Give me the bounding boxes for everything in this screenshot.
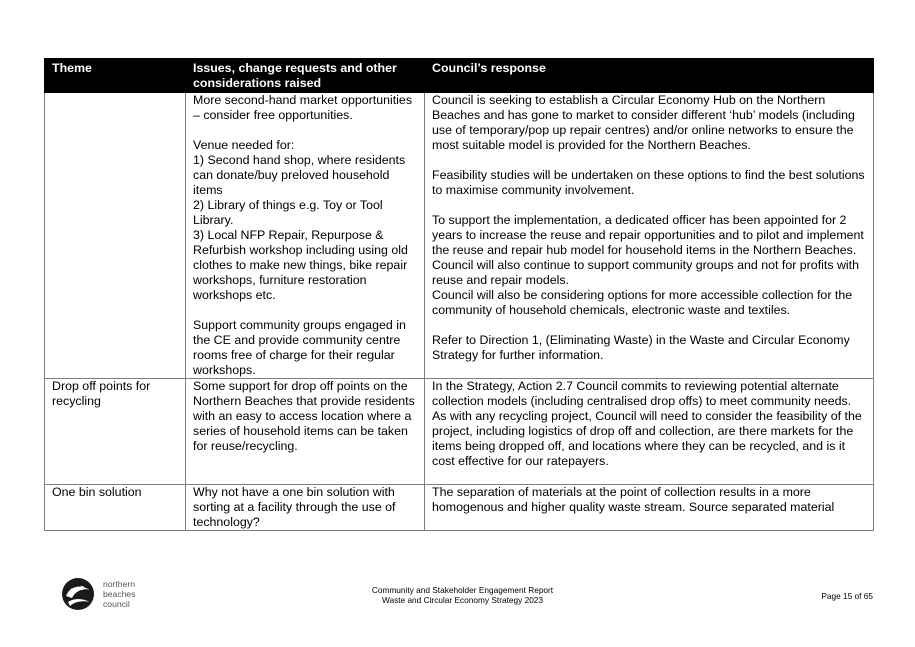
response-text: In the Strategy, Action 2.7 Council commits to reviewing potential alternate collection models (including centralised drop offs) to meet community needs. <box>432 379 852 408</box>
issue-text: More second-hand market opportunities – consider free opportunities. <box>193 93 413 122</box>
paragraph-gap <box>432 318 870 333</box>
table-header-row <box>45 59 874 93</box>
response-text: Feasibility studies will be undertaken on these options to find the best solutions to maximise community involvement. <box>432 168 865 197</box>
response-cell <box>425 379 874 485</box>
logo-line: northern <box>103 579 136 589</box>
issues-cell <box>186 93 425 379</box>
page-number: Page 15 of 65 <box>821 591 873 601</box>
logo-line: beaches <box>103 589 136 599</box>
header-theme: Theme <box>45 59 186 93</box>
theme-cell <box>45 93 186 379</box>
table-row <box>45 485 874 531</box>
response-cell <box>425 93 874 379</box>
paragraph-gap <box>193 303 421 318</box>
logo-line: council <box>103 599 130 609</box>
response-text: As with any recycling project, Council will need to consider the feasibility of the project, including logistics of drop off and collection, are there markets for the items being dropped off, and locations where they can be recycled, and is it cost effective for our ratepayers. <box>432 409 862 468</box>
header-issues: Issues, change requests and other considerations raised <box>186 59 425 93</box>
table-row <box>45 379 874 485</box>
logo-wordmark <box>103 579 136 609</box>
paragraph-gap <box>432 198 870 213</box>
theme-cell: Drop off points for recycling <box>45 379 186 485</box>
theme-cell: One bin solution <box>45 485 186 531</box>
response-cell <box>425 485 874 531</box>
issue-text: 1) Second hand shop, where residents can donate/buy preloved household items <box>193 153 406 197</box>
paragraph-gap <box>432 153 870 168</box>
issue-text: Venue needed for: <box>193 138 295 152</box>
footer-titles <box>300 585 625 605</box>
issue-text: Support community groups engaged in the CE and provide community centre rooms free of charge for their regular workshops. <box>193 318 406 377</box>
header-response: Council’s response <box>425 59 874 93</box>
response-text: Refer to Direction 1, (Eliminating Waste) in the Waste and Circular Economy Strategy for further information. <box>432 333 850 362</box>
report-title: Community and Stakeholder Engagement Report <box>371 585 554 595</box>
issues-cell <box>186 379 425 485</box>
issue-text: Some support for drop off points on the Northern Beaches that provide residents with an easy to access location where a series of household items can be taken for reuse/recycling. <box>193 379 415 453</box>
engagement-table <box>44 58 874 531</box>
response-text: To support the implementation, a dedicated officer has been appointed for 2 years to increase the reuse and repair opportunities and to pilot and implement the reuse and repair hub model for household items in the Northern Beaches. <box>432 213 864 257</box>
paragraph-gap <box>193 123 421 138</box>
response-text: Council will also continue to support community groups and not for profits with reuse and repair models. <box>432 258 859 287</box>
response-text: Council is seeking to establish a Circular Economy Hub on the Northern Beaches and has gone to market to consider different ‘hub’ models (including use of temporary/pop up repair centres) and/or online networks to ensure the most suitable model is provided for the Northern Beaches. <box>432 93 855 152</box>
strategy-title: Waste and Circular Economy Strategy 2023 <box>381 595 544 605</box>
issue-text: 2) Library of things e.g. Toy or Tool Library. <box>193 198 383 227</box>
table-row <box>45 93 874 379</box>
response-text: The separation of materials at the point of collection results in a more homogenous and higher quality waste stream. Source separated material <box>432 485 835 514</box>
issue-text: 3) Local NFP Repair, Repurpose & Refurbish workshop including using old clothes to make new things, bike repair workshops, furniture restoration workshops etc. <box>193 228 408 302</box>
issue-text: Why not have a one bin solution with sorting at a facility through the use of technology? <box>193 485 396 529</box>
response-text: Council will also be considering options for more accessible collection for the community of household chemicals, electronic waste and textiles. <box>432 288 853 317</box>
issues-cell <box>186 485 425 531</box>
